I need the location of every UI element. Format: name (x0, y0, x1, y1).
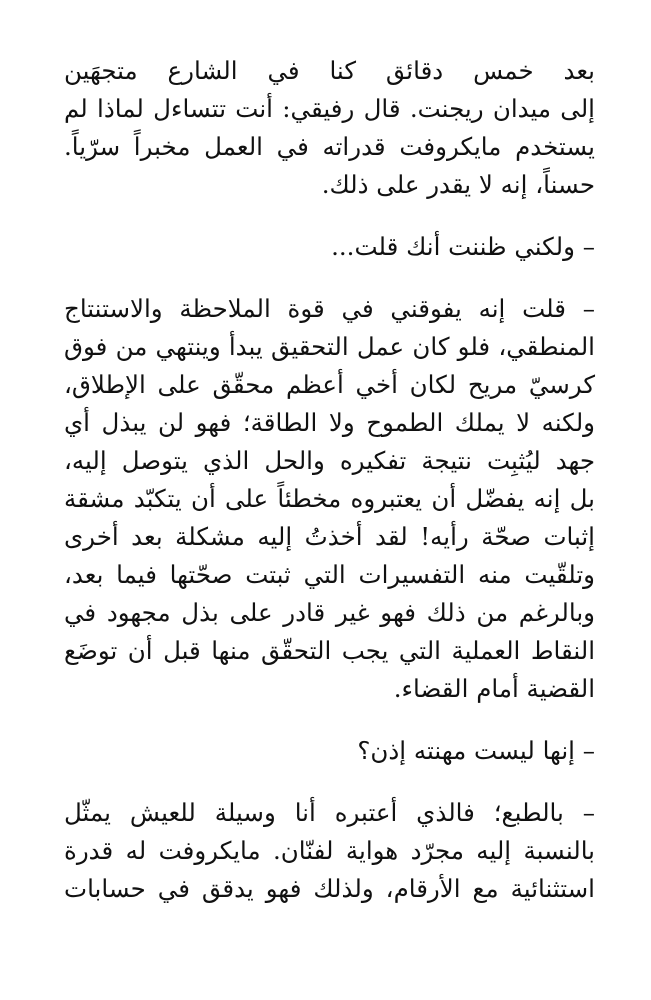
text-line: وبالرغم من ذلك فهو غير قادر على بذل مجهود في (64, 598, 595, 627)
text-line: النقاط العملية التي يجب التحقّق منها قبل أن توضَع (64, 636, 595, 665)
paragraph-dialogue-4 (64, 794, 595, 908)
text-line: – بالطبع؛ فالذي أعتبره أنا وسيلة للعيش يمثّل (64, 798, 595, 827)
text-line: كرسيّ مريح لكان أخي أعظم محقّق على الإطلاق، (64, 370, 595, 399)
text-line: – قلت إنه يفوقني في قوة الملاحظة والاستنتاج (64, 294, 595, 323)
text-line: جهد ليُثبِت نتيجة تفكيره والحل الذي يتوصل إليه، (64, 446, 595, 475)
text-line: إلى ميدان ريجنت. قال رفيقي: أنت تتساءل لماذا لم (64, 94, 595, 123)
paragraph-spacer (64, 266, 595, 290)
text-line: المنطقي، فلو كان عمل التحقيق يبدأ وينتهي من فوق (64, 332, 595, 361)
text-line: – ولكني ظننت أنك قلت... (331, 232, 595, 261)
text-line: بل إنه يفضّل أن يعتبروه مخطئاً على أن يتكبّد مشقة (64, 484, 595, 513)
text-line: بعد خمس دقائق كنا في الشارع متجهَين (64, 56, 595, 85)
text-line: ولكنه لا يملك الطموح ولا الطاقة؛ فهو لن يبذل أي (64, 408, 595, 437)
paragraph-spacer (64, 708, 595, 732)
paragraph-narration (64, 52, 595, 204)
paragraph-spacer (64, 204, 595, 228)
text-line: – إنها ليست مهنته إذن؟ (357, 736, 595, 765)
text-line: وتلقّيت منه التفسيرات التي ثبتت صحّتها فيما بعد، (64, 560, 595, 589)
paragraph-dialogue-2 (64, 290, 595, 708)
text-line: إثبات صحّة رأيه! لقد أخذتُ إليه مشكلة بعد أخرى (64, 522, 595, 551)
text-line: حسناً، إنه لا يقدر على ذلك. (321, 170, 595, 199)
text-line: القضية أمام القضاء. (393, 674, 595, 703)
paragraph-dialogue-1 (64, 228, 595, 266)
text-line: بالنسبة إليه مجرّد هواية لفنّان. مايكروفت له قدرة (64, 836, 595, 865)
text-line: استثنائية مع الأرقام، ولذلك فهو يدقق في حسابات (64, 874, 595, 903)
paragraph-dialogue-3 (64, 732, 595, 770)
text-line: يستخدم مايكروفت قدراته في العمل مخبراً سرّياً. (64, 132, 595, 161)
paragraph-spacer (64, 770, 595, 794)
